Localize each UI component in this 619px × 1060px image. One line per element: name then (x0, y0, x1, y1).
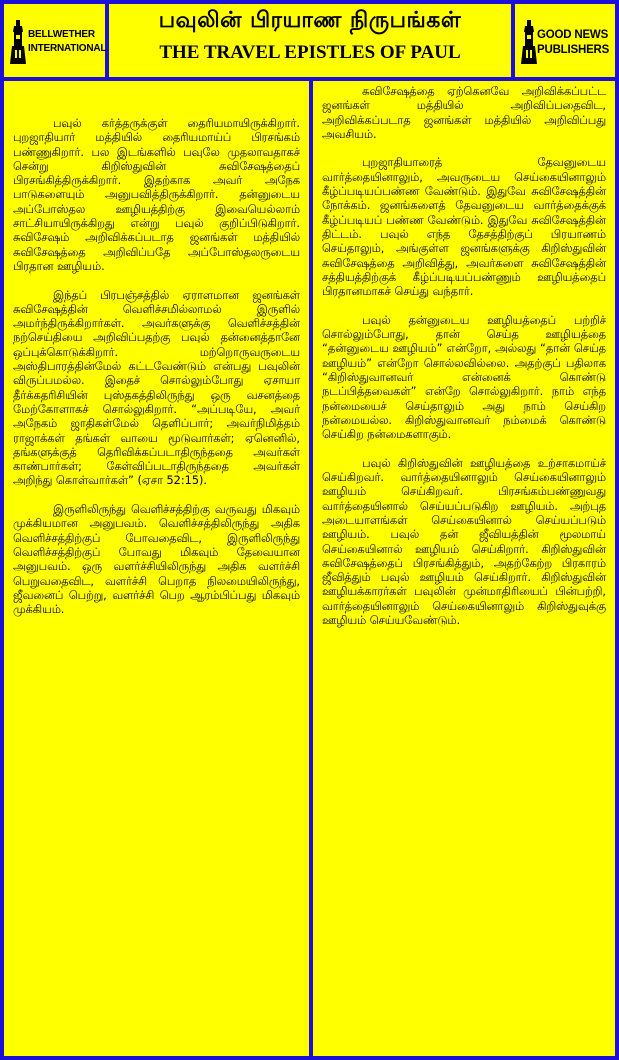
good-news-logo-panel (515, 4, 615, 77)
good-news-logo-line1: GOOD NEWS (537, 29, 609, 41)
left-paragraph-3: இருளிலிருந்து வெளிச்சத்திற்கு வருவது மிகவும் முக்கியமான அனுபவம். வெளிச்சத்திலிருந்து அதிக வெளிச்சத்திற்குப் போவதைவிட, இருளிலிருந்து வெளிச்சத்திற்குப் போவது மிகவும் தேவையான அனுபவம். ஒரு வளர்ச்சியிலிருந்து அதிக வளர்ச்சி பெறுவதைவிட, வளர்ச்சி பெறாத நிலமையிலிருந்து, ஜீவனைப் பெற்று, வளர்ச்சி பெற ஆரம்பிப்பது மிகவும் முக்கியம். (13, 503, 300, 617)
right-paragraph-3: பவுல் தன்னுடைய ஊழியத்தைப் பற்றிச் சொல்லும்போது, தான் செய்த ஊழியத்தை “தன்னுடைய ஊழியம்” என்றோ, அல்லது “தான் செய்த ஊழியம்” என்றோ சொல்லவில்லை. அதற்குப் பதிலாக “கிறிஸ்துவானவர் என்னைக் கொண்டு நடப்பித்தவைகள்” என்றே சொல்லுகிறார். நாம் எந்த நன்மையைச் செய்தாலும் அது நாம் செய்கிற நன்மையல்ல. கிறிஸ்துவானவர் நம்மைக் கொண்டு செய்கிற நன்மைகளாகும். (322, 313, 606, 442)
right-paragraph-4: பவுல் கிறிஸ்துவின் ஊழியத்தை உற்சாகமாய்ச் செய்கிறவர். வார்த்தையினாலும் செய்கையினாலும் ஊழியம் செய்கிறவர். பிரசங்கம்பண்ணுவது வார்த்தையினால் செய்யப்படுகிற ஊழியம். அற்புத அடையாளங்கள் செய்கையினால் செய்யப்படும் ஊழியம். பவுல் தன் ஜீவியத்தின் மூலமாய் செய்கையினால் ஊழியம் செய்கிறார். கிறிஸ்துவின் சுவிசேஷத்தைப் பிரசங்கித்தும், அதற்கேற்ற பிரகாரம் ஜீவித்தும் பவுல் ஊழியம் செய்கிறார். கிறிஸ்துவின் ஊழியக்காரர்கள் பவுலின் முன்மாதிரியைப் பின்பற்றி, வார்த்தையினாலும் செய்கையினாலும் கிறிஸ்துவுக்கு ஊழியம் செய்யவேண்டும். (322, 456, 606, 627)
good-news-logo (519, 14, 611, 68)
bellwether-logo-text (28, 28, 106, 56)
right-column (313, 81, 615, 1056)
bellwether-logo-line2: INTERNATIONAL (28, 43, 107, 54)
right-column-text (322, 85, 606, 643)
bellwether-logo (8, 14, 107, 68)
good-news-logo-line2: PUBLISHERS (537, 44, 610, 56)
bellwether-tower-icon (10, 20, 26, 64)
title-panel (109, 4, 511, 77)
good-news-logo-text (537, 28, 609, 58)
left-paragraph-1: பவுல் கர்த்தருக்குள் தைரியமாயிருக்கிறார். புறஜாதியார் மத்தியில் தைரியமாய்ப் பிரசங்கம் பண்ணுகிறார். பல இடங்களில் பவுலே முதலாவதாகச் சென்று கிறிஸ்துவின் சுவிசேஷத்தைப் பிரசங்கித்திருக்கிறார். இதற்காக அவர் அநேக பாடுகளையும் அனுபவித்திருக்கிறார். தன்னுடைய அப்போஸ்தல ஊழியத்திற்கு இவையெல்லாம் சாட்சியாயிருக்கிறது என்று பவுல் குறிப்பிடுகிறார். சுவிசேஷம் அறிவிக்கப்படாத ஜனங்கள் மத்தியில் சுவிசேஷத்தை அறிவிப்பதே அப்போஸ்தலருடைய பிரதான ஊழியம். (13, 117, 300, 273)
bellwether-logo-line1: BELLWETHER (28, 29, 95, 40)
title-tamil: பவுலின் பிரயாண நிருபங்கள் (158, 8, 462, 33)
title-english: THE TRAVEL EPISTLES OF PAUL (159, 42, 461, 63)
right-paragraph-2: புறஜாதியாரைத் தேவனுடைய வார்த்தையினாலும், அவருடைய செய்கையினாலும் கீழ்ப்படியப்பண்ண வேண்டும். இதுவே சுவிசேஷத்தின் நோக்கம். ஜனங்களைத் தேவனுடைய வார்த்தைக்குக் கீழ்ப்படியப் பண்ண வேண்டும். இதுவே சுவிசேஷத்தின் திட்டம். பவுல் எந்த தேசத்திற்குப் பிரயாணம் செய்தாலும், அங்குள்ள ஜனங்களுக்கு கிறிஸ்துவின் சுவிசேஷத்தை அறிவித்து, அவர்களை சுவிசேஷத்தின் சத்தியத்திற்குக் கீழ்ப்படியப்பண்ணும் ஊழியத்தைப் பிரதானமாகச் செய்து வந்தார். (322, 156, 606, 299)
right-paragraph-1: சுவிசேஷத்தை ஏற்கெனவே அறிவிக்கப்பட்ட ஜனங்கள் மத்தியில் அறிவிப்பதைவிட, அறிவிக்கப்படாத ஜனங்கள் மத்தியில் அறிவிப்பது அவசியம். (322, 85, 606, 141)
left-column-text (13, 117, 300, 632)
left-column (4, 81, 309, 1056)
bellwether-logo-panel (4, 4, 105, 77)
left-paragraph-2: இந்தப் பிரபஞ்சத்தில் ஏராளமான ஜனங்கள் சுவிசேஷத்தின் வெளிச்சமில்லாமல் இருளில் அமர்ந்திருக்கிறார்கள். அவர்களுக்கு வெளிச்சத்தின் நற்செய்தியை அறிவிப்பதற்கு பவுல் தன்னைத்தானே ஒப்புக்கொடுக்கிறார். மற்றொருவருடைய அஸ்திபாரத்தின்மேல் கட்டவேண்டும் என்பது பவுலின் விருப்பமல்ல. இதைச் சொல்லும்போது ஏசாயா தீர்க்கதரிசியின் புஸ்தகத்திலிருந்து ஒரு வசனத்தை மேற்கோளாகச் சொல்லுகிறார். “அப்படியே, அவர் அநேகம் ஜாதிகள்மேல் தெளிப்பார்; அவர்நிமித்தம் ராஜாக்கள் தங்கள் வாயை மூடுவார்கள்; ஏனெனில், தங்களுக்குத் தெரிவிக்கப்படாதிருந்ததை அவர்கள் காண்பார்கள்; கேள்விப்படாதிருந்ததை அவர்கள் அறிந்து கொள்வார்கள்” (ஏசா 52:15). (13, 288, 300, 488)
good-news-tower-icon (521, 20, 537, 64)
